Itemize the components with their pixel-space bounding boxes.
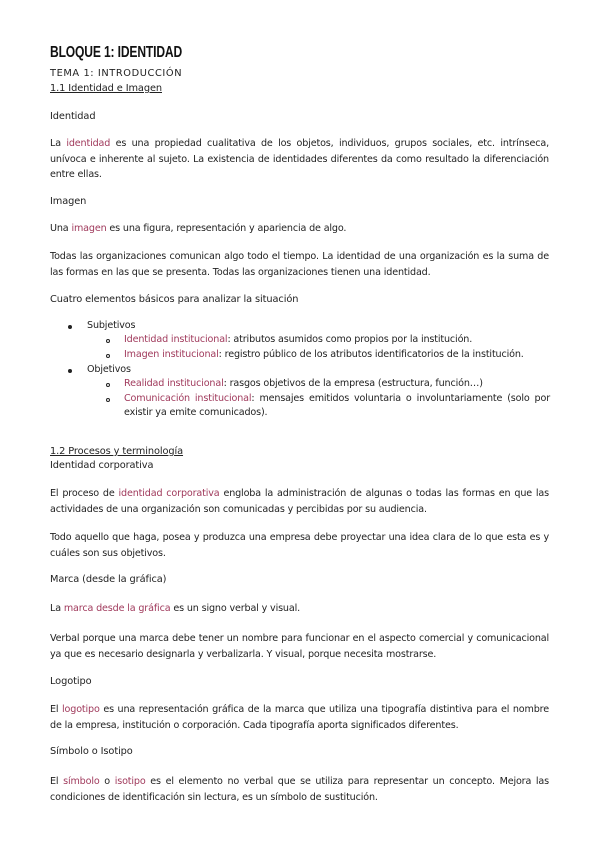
heading-simbolo: Símbolo o Isotipo (50, 746, 133, 757)
para-marca: La marca desde la gráfica es un signo verbal y visual. (50, 603, 301, 614)
para-logotipo: El logotipo es una representación gráfica de la marca que utiliza una tipografía distintiva para el nombre de la empresa, institución o corporación. Cada tipografía aporta significados diferentes. (50, 704, 549, 731)
bullet-circle (106, 354, 110, 358)
heading-identidad: Identidad (50, 111, 96, 122)
term-simbolo: símbolo (63, 776, 100, 787)
term-identidad: identidad (66, 138, 111, 149)
para-verbal-visual: Verbal porque una marca debe tener un nombre para funcionar en el aspecto comercial y comunicacional ya que es necesario designarla y verbalizarla. Y visual, porque necesita mostrarse. (50, 633, 549, 660)
heading-identidad-corporativa: Identidad corporativa (50, 460, 154, 471)
list-item-identidad-institucional: Identidad institucional: atributos asumidos como propios por la institución. (124, 334, 473, 345)
tema-heading: TEMA 1: INTRODUCCIÓN (50, 68, 183, 79)
list-item-realidad-institucional: Realidad institucional: rasgos objetivos de la empresa (estructura, función…) (124, 378, 483, 389)
list-item-comunicacion-institucional: Comunicación institucional: mensajes emitidos voluntaria o involuntariamente (solo por existir ya emite comunicados). (124, 393, 550, 418)
heading-logotipo: Logotipo (50, 676, 92, 687)
bullet-dot (68, 369, 72, 373)
heading-cuatro-elementos: Cuatro elementos básicos para analizar la situación (50, 294, 299, 305)
para-proyectar-idea: Todo aquello que haga, posea y produzca una empresa debe proyectar una idea clara de lo que esta es y cuáles son sus objetivos. (50, 532, 549, 559)
bullet-circle (106, 339, 110, 343)
heading-marca: Marca (desde la gráfica) (50, 574, 167, 585)
term-marca: marca desde la gráfica (63, 603, 171, 614)
page-title: BLOQUE 1: IDENTIDAD (50, 44, 183, 61)
bullet-circle (106, 383, 110, 387)
para-imagen: Una imagen es una figura, representación y apariencia de algo. (50, 223, 347, 234)
term-isotipo: isotipo (114, 776, 146, 787)
para-identidad-corporativa: El proceso de identidad corporativa engloba la administración de algunas o todas las formas en que las actividades de una organización son comunicadas y percibidas por su audiencia. (50, 488, 549, 515)
list-item-imagen-institucional: Imagen institucional: registro público de los atributos identificatorios de la institución. (124, 349, 524, 360)
bullet-circle (106, 398, 110, 402)
bullet-dot (68, 325, 72, 329)
para-organizaciones: Todas las organizaciones comunican algo todo el tiempo. La identidad de una organización es la suma de las formas en las que se presenta. Todas las organizaciones tienen una identidad. (50, 251, 549, 278)
term-imagen: imagen (71, 223, 107, 234)
list-item-objetivos: Objetivos (87, 364, 131, 375)
list-item-subjetivos: Subjetivos (87, 320, 136, 331)
heading-imagen: Imagen (50, 196, 87, 207)
term-identidad-corporativa: identidad corporativa (118, 488, 220, 499)
term-logotipo: logotipo (62, 704, 100, 715)
para-simbolo: El símbolo o isotipo es el elemento no verbal que se utiliza para representar un concepto. Mejora las condiciones de identificación sin lectura, es un símbolo de sustitución. (50, 776, 549, 803)
section-1-2: 1.2 Procesos y terminología (50, 446, 184, 457)
para-identidad: La identidad es una propiedad cualitativa de los objetos, individuos, grupos sociales, etc. intrínseca, unívoca e inherente al sujeto. La existencia de identidades diferentes da como resultado la diferenciación entre ellas. (50, 138, 549, 180)
section-1-1: 1.1 Identidad e Imagen (50, 83, 162, 94)
